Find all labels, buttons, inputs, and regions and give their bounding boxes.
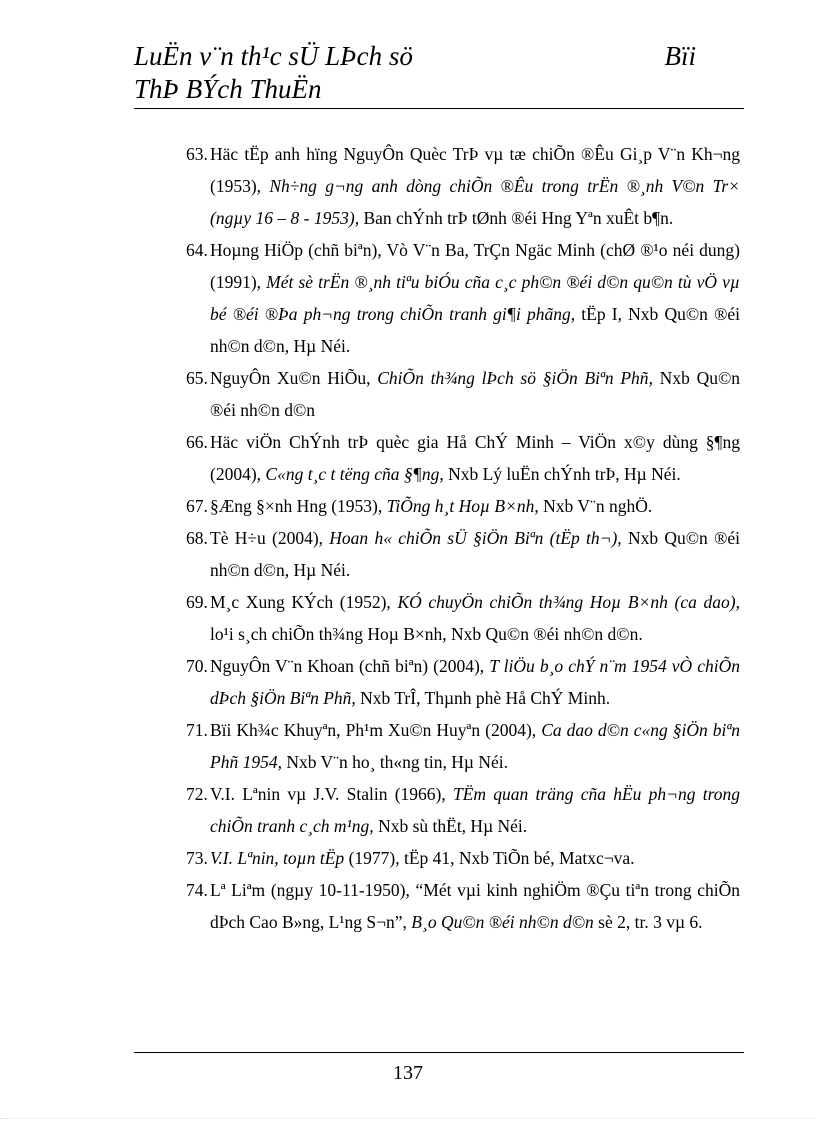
reference-text: Häc viÖn ChÝnh trÞ quèc gia Hå ChÝ Minh – ViÖn x©y dùng §¶ng (2004), [210,432,740,484]
reference-item [0,522,740,586]
reference-number: 65. [186,368,208,388]
reference-text: §Æng §×nh Hng (1953), [210,496,387,516]
reference-title: TiÕng h¸t Hoµ B×nh [386,496,535,516]
header-author-surname: Bïi [664,41,696,71]
footer-rule [134,1052,744,1053]
reference-publisher: Nxb TrÎ, Thµnh phè Hå ChÝ Minh. [355,688,611,708]
reference-number: 72. [186,784,208,804]
reference-item [0,138,740,234]
reference-title: Mét sè trËn ®¸nh tiªu biÓu cña c¸c ph©n ®éi d©n qu©n tù vÖ vµ bé ®éi ®Þa ph¬ng trong chiÕn tranh gi¶i phãng [210,272,740,324]
running-header [134,40,744,106]
reference-text: NguyÔn V¨n Khoan (chñ biªn) (2004), [210,656,490,676]
reference-publisher: Nxb Qu©n ®éi nh©n d©n, Hµ Néi. [210,528,740,580]
header-rule [134,108,744,109]
reference-title: KÓ chuyÖn chiÕn th¾ng Hoµ B×nh (ca dao), [397,592,740,612]
reference-text: M¸c Xung KÝch (1952), [210,592,398,612]
reference-item [0,234,740,362]
reference-text: Tè H÷u (2004), [210,528,330,548]
reference-publisher: , Nxb Qu©n ®éi nh©n d©n [210,368,741,420]
reference-number: 73. [186,848,208,868]
reference-publisher: , Nxb Lý luËn chÝnh trÞ, Hµ Néi. [439,464,681,484]
reference-number: 68. [186,528,208,548]
reference-number: 67. [186,496,208,516]
reference-title: Ca dao d©n c«ng §iÖn biªn Phñ 1954, [210,720,740,772]
reference-text: Hoµng HiÖp (chñ biªn), Vò V¨n Ba, TrÇn Ngäc Minh (chØ ®¹o néi dung) (1991), [210,240,740,292]
reference-publisher: sè 2, tr. 3 vµ 6. [593,912,703,932]
reference-publisher: (1977), tËp 41, Nxb TiÕn bé, Matxc¬va. [344,848,635,868]
reference-title: TËm quan träng cña hËu ph¬ng trong chiÕn tranh c¸ch m¹ng, [210,784,740,836]
reference-publisher: lo¹i s¸ch chiÕn th¾ng Hoµ B×nh, Nxb Qu©n ®éi nh©n d©n. [210,624,643,644]
reference-item [0,714,740,778]
reference-item [0,842,740,874]
header-author-name: ThÞ BÝch ThuËn [134,74,322,104]
reference-text: Bïi Kh¾c Khuyªn, Ph¹m Xu©n Huyªn (2004), [210,720,542,740]
reference-title: B¸o Qu©n ®éi nh©n d©n [411,912,594,932]
reference-publisher: Ban chÝnh trÞ tØnh ®éi Hng Yªn xuÊt b¶n. [359,208,674,228]
reference-item [0,874,740,938]
page-edge-rule [0,1118,816,1119]
reference-text: Häc tËp anh hïng NguyÔn Quèc TrÞ vµ tæ chiÕn ®Êu Gi¸p V¨n Kh¬ng (1953), [210,144,740,196]
reference-item [0,586,740,650]
reference-number: 69. [186,592,208,612]
reference-item [0,778,740,842]
reference-publisher: , tËp I, Nxb Qu©n ®éi nh©n d©n, Hµ Néi. [210,304,740,356]
reference-publisher: , Nxb V¨n nghÖ. [534,496,653,516]
reference-title: V.I. Lªnin, toµn tËp [210,848,345,868]
reference-item [0,362,740,426]
reference-title: Nh÷ng g¬ng anh dòng chiÕn ®Êu trong trËn ®¸nh V©n Tr× (ngµy 16 – 8 - 1953), [210,176,740,228]
reference-text: Lª Liªm (ngµy 10-11-1950), “Mét vµi kinh nghiÖm ®Çu tiªn trong chiÕn dÞch Cao B»ng, L¹ng S¬n”, [210,880,740,932]
reference-item [0,490,740,522]
reference-item [0,650,740,714]
reference-item [0,426,740,490]
reference-number: 70. [186,656,208,676]
reference-text: V.I. Lªnin vµ J.V. Stalin (1966), [210,784,453,804]
reference-publisher: Nxb sù thËt, Hµ Néi. [373,816,528,836]
reference-number: 64. [186,240,208,260]
page-number: 137 [393,1062,423,1084]
reference-number: 66. [186,432,208,452]
reference-title: ChiÕn th¾ng lÞch sö §iÖn Biªn Phñ [377,368,649,388]
reference-number: 63. [186,144,208,164]
reference-number: 71. [186,720,208,740]
reference-text: NguyÔn Xu©n HiÕu, [210,368,378,388]
reference-list [0,138,816,938]
reference-title: Hoan h« chiÕn sÜ §iÖn Biªn (tËp th¬), [329,528,622,548]
header-title: LuËn v¨n th¹c sÜ LÞch sö [134,41,413,71]
reference-title: C«ng t¸c t tëng cña §¶ng [265,464,440,484]
reference-number: 74. [186,880,208,900]
reference-title: T liÖu b¸o chÝ n¨m 1954 vÒ chiÕn dÞch §iÖn Biªn Phñ, [210,656,740,708]
reference-publisher: Nxb V¨n ho¸ th«ng tin, Hµ Néi. [281,752,509,772]
